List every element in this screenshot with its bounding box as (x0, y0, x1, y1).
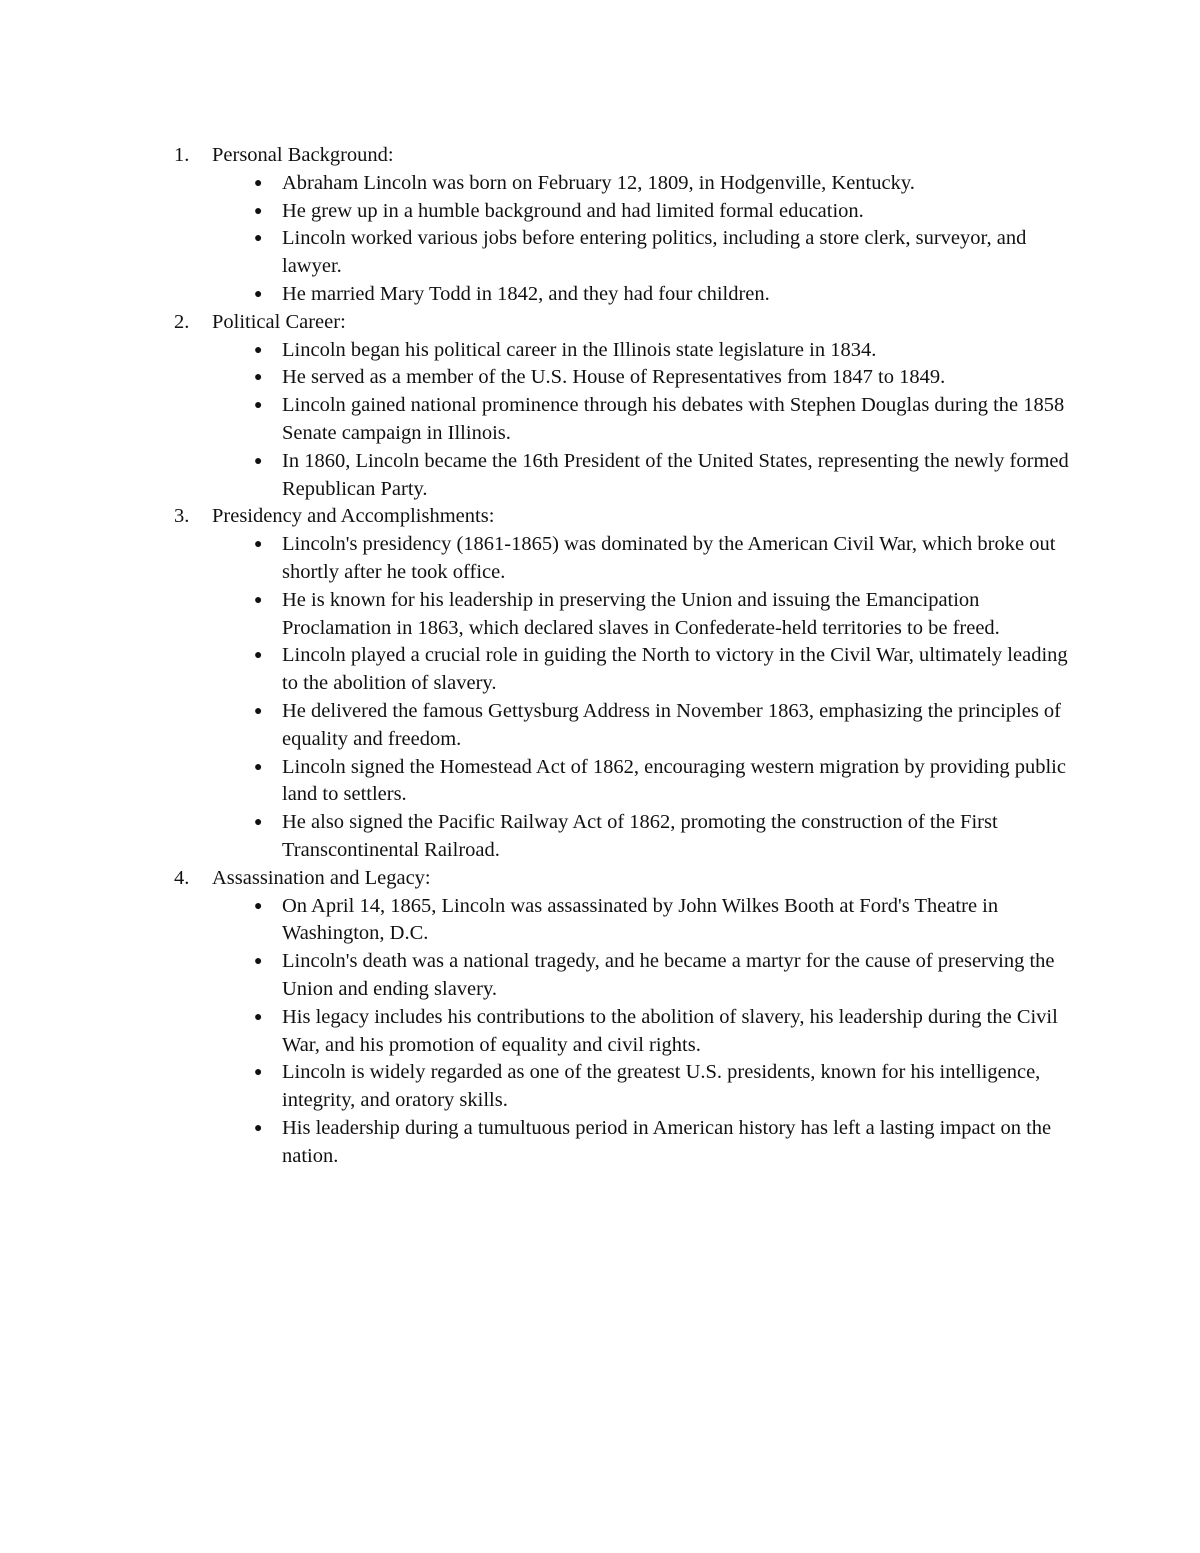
section-title: Political Career: (212, 310, 346, 333)
bullet-dot-icon: ● (254, 815, 263, 831)
bullet-dot-icon: ● (254, 703, 263, 719)
bullet-text: Abraham Lincoln was born on February 12, 1809, in Hodgenville, Kentucky. (282, 171, 915, 194)
bullet-dot-icon: ● (254, 1065, 263, 1081)
bullet-dot-icon: ● (254, 286, 263, 302)
bullet-item (212, 587, 1072, 643)
section-title: Presidency and Accomplishments: (212, 505, 495, 528)
bullet-text: He married Mary Todd in 1842, and they had four children. (282, 282, 770, 305)
bullet-list (212, 170, 1072, 309)
bullet-text: He grew up in a humble background and had limited formal education. (282, 199, 864, 222)
bullet-item (212, 448, 1072, 504)
bullet-text: He served as a member of the U.S. House of Representatives from 1847 to 1849. (282, 366, 946, 389)
bullet-item (212, 642, 1072, 698)
section-number: 4. (174, 866, 190, 889)
bullet-dot-icon: ● (254, 1009, 263, 1025)
bullet-text: Lincoln began his political career in the Illinois state legislature in 1834. (282, 338, 877, 361)
outline-section (172, 142, 1072, 309)
bullet-dot-icon: ● (254, 175, 263, 191)
bullet-text: He delivered the famous Gettysburg Address in November 1863, emphasizing the principles of equality and freedom. (282, 699, 1062, 750)
bullet-item (212, 754, 1072, 810)
bullet-dot-icon: ● (254, 537, 263, 553)
bullet-text: His leadership during a tumultuous period in American history has left a lasting impact on the nation. (282, 1116, 1052, 1167)
bullet-text: Lincoln played a crucial role in guiding the North to victory in the Civil War, ultimately leading to the abolition of slavery. (282, 644, 1068, 695)
section-number: 3. (174, 505, 190, 528)
bullet-text: Lincoln worked various jobs before entering politics, including a store clerk, surveyor, and lawyer. (282, 227, 1027, 278)
section-number: 2. (174, 310, 190, 333)
bullet-item (212, 198, 1072, 226)
bullet-text: He is known for his leadership in preserving the Union and issuing the Emancipation Proclamation in 1863, which declared slaves in Confederate-held territories to be freed. (282, 588, 1000, 639)
bullet-list (212, 893, 1072, 1171)
bullet-dot-icon: ● (254, 342, 263, 358)
bullet-item (212, 281, 1072, 309)
bullet-text: On April 14, 1865, Lincoln was assassinated by John Wilkes Booth at Ford's Theatre in Washington, D.C. (282, 894, 999, 945)
bullet-text: Lincoln gained national prominence through his debates with Stephen Douglas during the 1858 Senate campaign in Illinois. (282, 394, 1065, 444)
outline-section (172, 865, 1072, 1171)
bullet-dot-icon: ● (254, 648, 263, 664)
bullet-item (212, 1004, 1072, 1060)
bullet-dot-icon: ● (254, 759, 263, 775)
bullet-item (212, 392, 1072, 448)
bullet-text: His legacy includes his contributions to the abolition of slavery, his leadership during the Civil War, and his promotion of equality and civil rights. (282, 1005, 1058, 1056)
bullet-dot-icon: ● (254, 954, 263, 970)
bullet-item (212, 893, 1072, 949)
bullet-text: He also signed the Pacific Railway Act of 1862, promoting the construction of the First Transcontinental Railroad. (282, 811, 998, 861)
bullet-dot-icon: ● (254, 898, 263, 914)
bullet-text: In 1860, Lincoln became the 16th President of the United States, representing the newly formed Republican Party. (282, 449, 1069, 500)
bullet-text: Lincoln is widely regarded as one of the greatest U.S. presidents, known for his intelligence, integrity, and oratory skills. (282, 1061, 1041, 1112)
bullet-dot-icon: ● (254, 453, 263, 469)
bullet-list (212, 531, 1072, 865)
bullet-text: Lincoln signed the Homestead Act of 1862, encouraging western migration by providing public land to settlers. (282, 755, 1066, 806)
bullet-item (212, 225, 1072, 281)
bullet-item (212, 337, 1072, 365)
section-title: Assassination and Legacy: (212, 866, 431, 889)
bullet-dot-icon: ● (254, 203, 263, 219)
bullet-item (212, 531, 1072, 587)
bullet-dot-icon: ● (254, 231, 263, 247)
bullet-text: Lincoln's death was a national tragedy, and he became a martyr for the cause of preserving the Union and ending slavery. (282, 950, 1055, 1000)
bullet-dot-icon: ● (254, 398, 263, 414)
bullet-text: Lincoln's presidency (1861-1865) was dominated by the American Civil War, which broke out shortly after he took office. (282, 533, 1056, 583)
section-title: Personal Background: (212, 144, 394, 166)
bullet-item (212, 170, 1072, 198)
bullet-item (212, 1115, 1072, 1171)
section-number: 1. (174, 144, 190, 166)
bullet-dot-icon: ● (254, 370, 263, 386)
bullet-item (212, 809, 1072, 865)
numbered-outline (172, 142, 1072, 1170)
bullet-item (212, 698, 1072, 754)
bullet-item (212, 364, 1072, 392)
outline-section (172, 309, 1072, 504)
bullet-dot-icon: ● (254, 1120, 263, 1136)
bullet-list (212, 337, 1072, 504)
bullet-item (212, 1059, 1072, 1115)
bullet-item (212, 948, 1072, 1004)
outline-section (172, 503, 1072, 864)
bullet-dot-icon: ● (254, 592, 263, 608)
